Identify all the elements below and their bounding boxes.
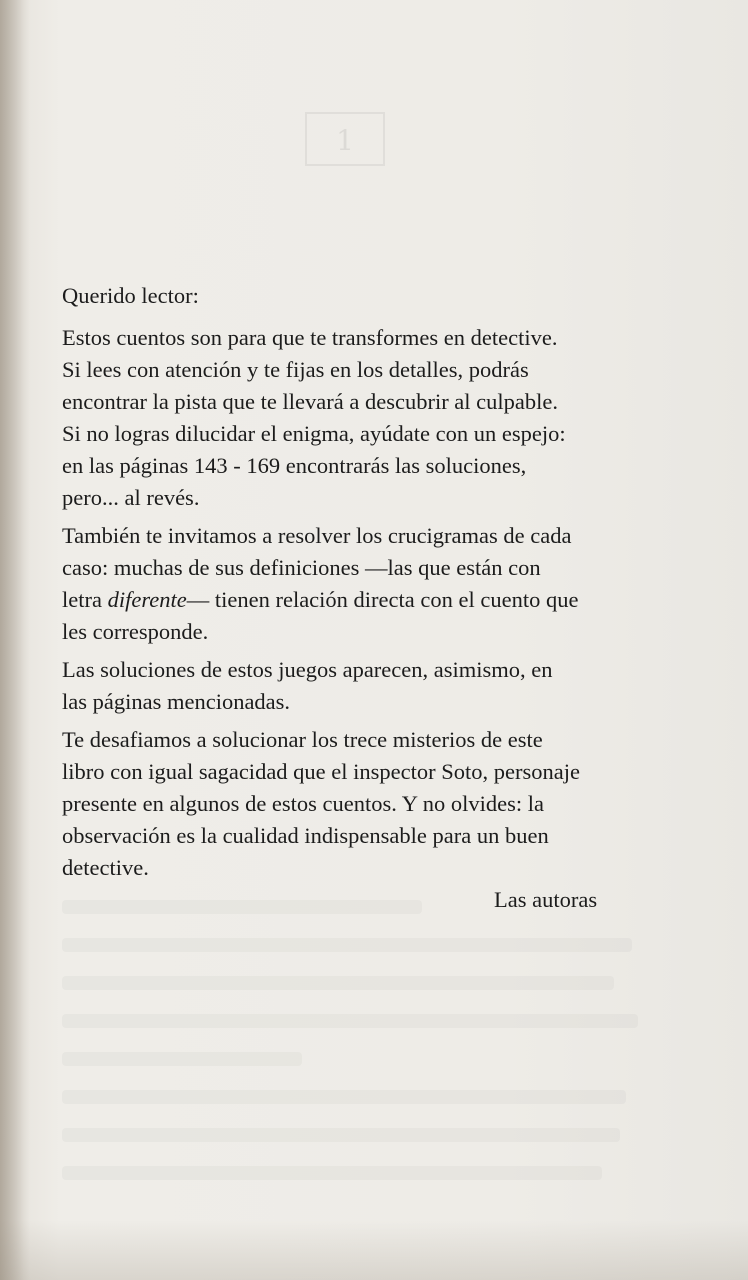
show-through-line (62, 976, 614, 990)
show-through-line (62, 1128, 620, 1142)
paragraph-3 (62, 654, 682, 718)
show-through-line (62, 1090, 626, 1104)
text-line: Estos cuentos son para que te transformes en detective. (62, 325, 558, 350)
letter-body (62, 280, 682, 890)
signature: Las autoras (494, 887, 598, 912)
show-through-line (62, 1052, 302, 1066)
text-line: detective. (62, 855, 149, 880)
text-line: presente en algunos de estos cuentos. Y no olvides: la (62, 791, 544, 816)
paragraph-2 (62, 520, 682, 648)
text-span: letra (62, 587, 108, 612)
text-line: las páginas mencionadas. (62, 689, 291, 714)
text-line: pero... al revés. (62, 485, 200, 510)
show-through-text (62, 900, 662, 1204)
text-line: encontrar la pista que te llevará a descubrir al culpable. (62, 389, 559, 414)
show-through-line (62, 900, 422, 914)
text-line: También te invitamos a resolver los crucigramas de cada (62, 523, 572, 548)
show-through-line (62, 1014, 638, 1028)
text-line: les corresponde. (62, 619, 209, 644)
text-line: Te desafiamos a solucionar los trece misterios de este (62, 727, 543, 752)
text-line: caso: muchas de sus definiciones —las que están con (62, 555, 541, 580)
text-line: en las páginas 143 - 169 encontrarás las soluciones, (62, 453, 527, 478)
text-line: Las soluciones de estos juegos aparecen, asimismo, en (62, 657, 553, 682)
text-line: observación es la cualidad indispensable para un buen (62, 823, 549, 848)
text-line: libro con igual sagacidad que el inspector Soto, personaje (62, 759, 580, 784)
text-line (62, 584, 682, 616)
paragraph-1 (62, 322, 682, 514)
page-gutter-shadow (0, 0, 30, 1280)
italic-word: diferente (107, 587, 187, 612)
text-span: — tienen relación directa con el cuento que (186, 587, 579, 612)
show-through-line (62, 938, 632, 952)
page-bottom-shadow (0, 1220, 748, 1280)
paragraph-4 (62, 724, 682, 884)
text-line: Si no logras dilucidar el enigma, ayúdate con un espejo: (62, 421, 566, 446)
chapter-number-ghost: 1 (305, 112, 385, 166)
text-line: Si lees con atención y te fijas en los detalles, podrás (62, 357, 529, 382)
show-through-line (62, 1166, 602, 1180)
salutation: Querido lector: (62, 283, 199, 308)
